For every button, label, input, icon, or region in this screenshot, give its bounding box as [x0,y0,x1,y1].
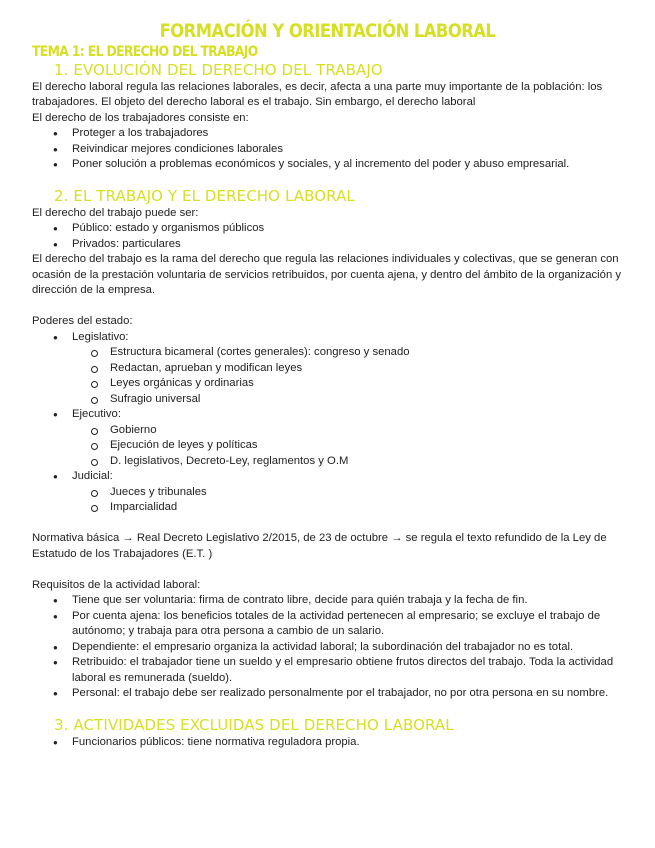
paragraph: El derecho laboral regula las relaciones laborales, es decir, afecta a una parte muy importante de la población: los trabajadores. El objeto del derecho laboral es el trabajo. Sin embargo, el derecho laboral [32,80,603,108]
sub-list-item: Imparcialidad [32,500,623,516]
paragraph: Poderes del estado: [32,315,133,327]
bullet-list [32,126,623,173]
sub-list-item: Jueces y tribunales [32,485,623,501]
sub-list [72,485,623,516]
list-item-label: Legislativo: [72,330,129,343]
section-3-heading: 3. ACTIVIDADES EXCLUIDAS DEL DERECHO LABORAL [54,715,454,734]
list-item: ● Dependiente: el empresario organiza la actividad laboral; la subordinación del trabajador no es total. [32,640,623,656]
list-item [32,330,623,408]
list-item: ● Personal: el trabajo debe ser realizado personalmente por el trabajador, no por otra persona en su nombre. [32,686,623,702]
section-2-heading: 2. EL TRABAJO Y EL DERECHO LABORAL [54,186,355,205]
list-item: ● Funcionarios públicos: tiene normativa reguladora propia. [32,735,623,751]
requisitos-list [32,593,623,702]
list-item-label: Judicial: [72,470,113,482]
list-item: ● Retribuido: el trabajador tiene un sueldo y el empresario obtiene frutos directos del trabajo. Toda la actividad laboral es remunerada (sueldo). [32,655,623,686]
bullet-list [32,735,623,751]
sub-list [72,423,623,470]
sub-list-item: Gobierno [32,423,623,439]
list-item [32,469,623,516]
list-item: ● Por cuenta ajena: los beneficios totales de la actividad pertenecen al empresario; se excluye el trabajo de autónomo; y trabaja para otra persona a cambio de un salario. [32,609,623,640]
sub-list-item: D. legislativos, Decreto-Ley, reglamentos y O.M [32,454,623,470]
tema-heading: TEMA 1: EL DERECHO DEL TRABAJO [32,43,258,60]
poderes-list [32,330,623,516]
list-item-label: Ejecutivo: [72,408,121,420]
sub-list-item: Sufragio universal [32,392,623,408]
sub-list [72,345,623,407]
document-title: FORMACIÓN Y ORIENTACIÓN LABORAL [159,20,496,42]
list-item: ● Público: estado y organismos públicos [32,221,623,237]
paragraph: El derecho del trabajo es la rama del derecho que regula las relaciones individuales y colectivas, que se generan con ocasión de la prestación voluntaria de servicios retribuidos, por cuenta ajena, y dentro del ámbito de la organización y dirección de la empresa. [32,253,622,296]
list-item: ● Proteger a los trabajadores [32,126,623,142]
paragraph: El derecho del trabajo puede ser: [32,206,199,219]
paragraph: El derecho de los trabajadores consiste en: [32,111,249,124]
bullet-list [32,221,623,252]
sub-list-item: Leyes orgánicas y ordinarias [32,376,623,392]
paragraph: Normativa básica → Real Decreto Legislativo 2/2015, de 23 de octubre → se regula el texto refundido de la Ley de Estatudo de los Trabajadores (E.T. ) [32,532,607,560]
list-item: ● Tiene que ser voluntaria: firma de contrato libre, decide para quién trabaja y la fecha de fin. [32,593,623,609]
sub-list-item: Estructura bicameral (cortes generales): congreso y senado [32,345,623,361]
section-1-heading: 1. EVOLUCIÓN DEL DERECHO DEL TRABAJO [54,60,383,79]
list-item: ● Privados: particulares [32,237,623,253]
list-item [32,407,623,469]
list-item: ● Poner solución a problemas económicos y sociales, y al incremento del poder y abuso empresarial. [32,157,623,173]
sub-list-item: Redactan, aprueban y modifican leyes [32,361,623,377]
list-item: ● Reivindicar mejores condiciones laborales [32,142,623,158]
paragraph: Requisitos de la actividad laboral: [32,578,201,591]
sub-list-item: Ejecución de leyes y políticas [32,438,623,454]
